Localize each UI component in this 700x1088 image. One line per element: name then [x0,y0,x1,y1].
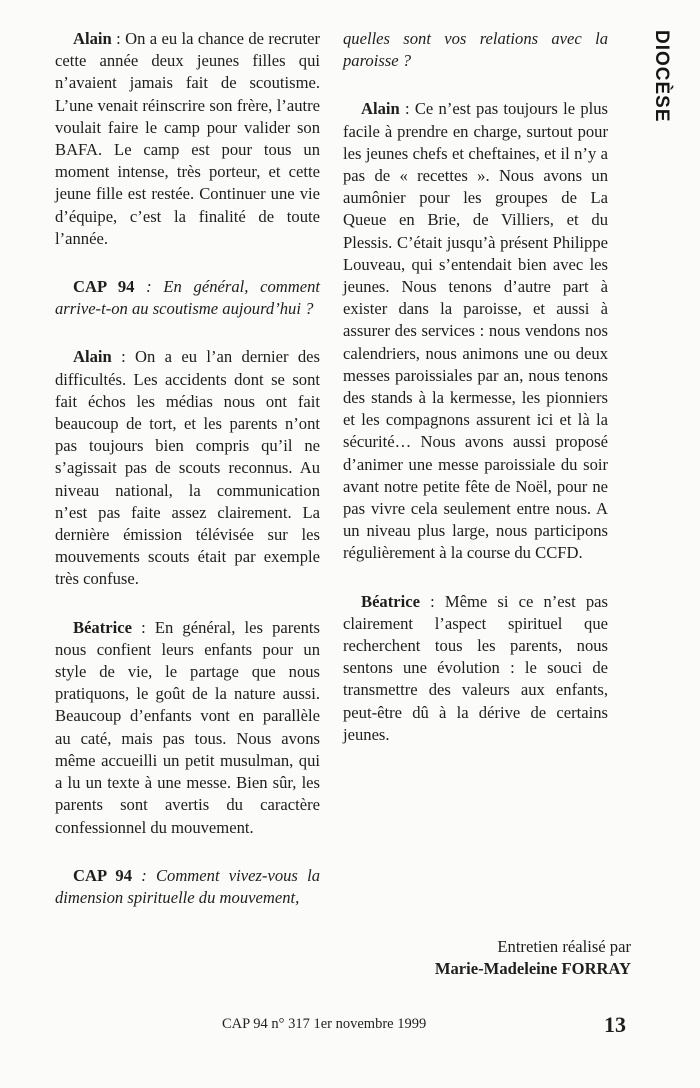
question-cap94-1: CAP 94 : En général, comment arrive-t-on au scoutisme aujourd’hui ? [55,277,320,319]
speaker-name: Alain [73,347,112,367]
speaker-name: Alain [73,29,112,48]
paragraph-text: En général, les parents nous confient leurs enfants pour un style de vie, le partage que nous pratiquons, le goût de la nature aussi. Beaucoup d’enfants vont en parallèle au caté, mais pas tous. Nous avons même accueilli un petit musulman, qui a lu un texte à une messe. Bien sûr, les parents sont avertis du caractère confessionnel du mouvement. [55,617,320,837]
paragraph-alain-2: Alain : On a eu l’an dernier des difficultés. Les accidents dont se sont fait échos les médias nous ont fait beaucoup de tort, et les parents n’ont pas toujours bien compris qu’il ne s’agissait pas de scouts reconnus. Au niveau national, la communication n’est pas faite assez clairement. La dernière émission télévisée sur les mouvements scouts était par exemple très confuse. [55,347,320,589]
paragraph-text: quelles sont vos relations avec la paroisse ? [343,29,608,71]
speaker-name: Béatrice [73,617,132,637]
interview-credit [343,936,631,980]
paragraph-alain-1: Alain : On a eu la chance de recruter cette année deux jeunes filles qui n’avaient jamais fait de scoutisme. L’une venait réinscrire son frère, l’autre voulait faire le camp pour valider son BAFA. Le camp est pour tous un moment intense, très porteur, et cette jeune fille est restée. Continuer une vie d’équipe, c’est la finalité de toute l’année. [55,29,320,248]
speaker-name: Alain [361,99,400,119]
credit-line: Entretien réalisé par [497,937,631,956]
speaker-name: CAP 94 [73,865,132,885]
left-column [55,28,320,935]
page-number: 13 [604,1012,626,1037]
question-cap94-2-continued [343,28,608,72]
paragraph-text: Comment vivez-vous la dimension spirituelle du mouvement, [55,865,320,907]
paragraph-text: On a eu la chance de recruter cette année deux jeunes filles qui n’avaient jamais fait de scoutisme. L’une venait réinscrire son frère, l’autre voulait faire le camp pour valider son BAFA. Le camp est pour tous un moment intense, très porteur, et cette jeune fille est restée. Continuer une vie d’équipe, c’est la finalité de toute l’année. [55,29,320,248]
paragraph-text: En général, comment arrive-t-on au scoutisme aujourd’hui ? [55,277,320,319]
paragraph-text: Même si ce n’est pas clairement l’aspect spirituel que recherchent tous les parents, nous sentons une évolution : le souci de transmettre des valeurs aux enfants, peut-être dû à la dérive de certains jeunes. [343,591,608,744]
paragraph-text: On a eu l’an dernier des difficultés. Les accidents dont se sont fait échos les médias nous ont fait beaucoup de tort, et les parents n’ont pas toujours bien compris qu’il ne s’agissait pas de scouts reconnus. Au niveau national, la communication n’est pas faite assez clairement. La dernière émission télévisée sur les mouvements scouts était par exemple très confuse. [55,347,320,589]
speaker-name: CAP 94 [73,277,135,297]
page-footer: CAP 94 n° 317 1er novembre 1999 [222,1016,427,1032]
question-cap94-2: CAP 94 : Comment vivez-vous la dimension spirituelle du mouvement, [55,865,320,907]
speaker-name: Béatrice [361,591,420,611]
paragraph-text: Ce n’est pas toujours le plus facile à prendre en charge, surtout pour les jeunes chefs et cheftaines, et il n’y a pas de « recettes ». Nous avons un aumônier pour les groupes de La Queue en Brie, de Villiers, et du Plessis. C’était jusqu’à présent Philippe Louveau, qui s’entendait bien avec les jeunes. Nous tenons d’autre part à exister dans la paroisse, et aussi à assurer des services : nous vendons nos calendriers, nous animons une ou deux messes paroissiales par an, nous tenons des stands à la kermesse, les pionniers et les compagnons assurent ici et là la sécurité… Nous avons aussi proposé d’animer une messe paroissiale du soir avant notre petite fête de Noël, pour ne pas vivre cela seulement entre nous. A un niveau plus large, nous participons régulièrement à la course du CCFD. [343,99,608,563]
paragraph-alain-3: Alain : Ce n’est pas toujours le plus facile à prendre en charge, surtout pour les jeunes chefs et cheftaines, et il n’y a pas de « recettes ». Nous avons un aumônier pour les groupes de La Queue en Brie, de Villiers, et du Plessis. C’était jusqu’à présent Philippe Louveau, qui s’entendait bien avec les jeunes. Nous tenons d’autre part à exister dans la paroisse, et aussi à assurer des services : nous vendons nos calendriers, nous animons une ou deux messes paroissiales par an, nous tenons des stands à la kermesse, les pionniers et les compagnons assurent ici et là la sécurité… Nous avons aussi proposé d’animer une messe paroissiale du soir avant notre petite fête de Noël, pour ne pas vivre cela seulement entre nous. A un niveau plus large, nous participons régulièrement à la course du CCFD. [343,99,608,563]
paragraph-beatrice-1: Béatrice : En général, les parents nous confient leurs enfants pour un style de vie, le partage que nous pratiquons, le goût de la nature aussi. Beaucoup d’enfants vont en parallèle au caté, mais pas tous. Nous avons même accueilli un petit musulman, qui a lu un texte à une messe. Bien sûr, les parents sont avertis du caractère confessionnel du mouvement. [55,617,320,837]
right-column [343,28,608,772]
credit-author: Marie-Madeleine FORRAY [434,959,631,978]
paragraph-beatrice-2: Béatrice : Même si ce n’est pas clairement l’aspect spirituel que recherchent tous les parents, nous sentons une évolution : le souci de transmettre des valeurs aux enfants, peut-être dû à la dérive de certains jeunes. [343,591,608,744]
section-label: DIOCÈSE [651,30,672,123]
